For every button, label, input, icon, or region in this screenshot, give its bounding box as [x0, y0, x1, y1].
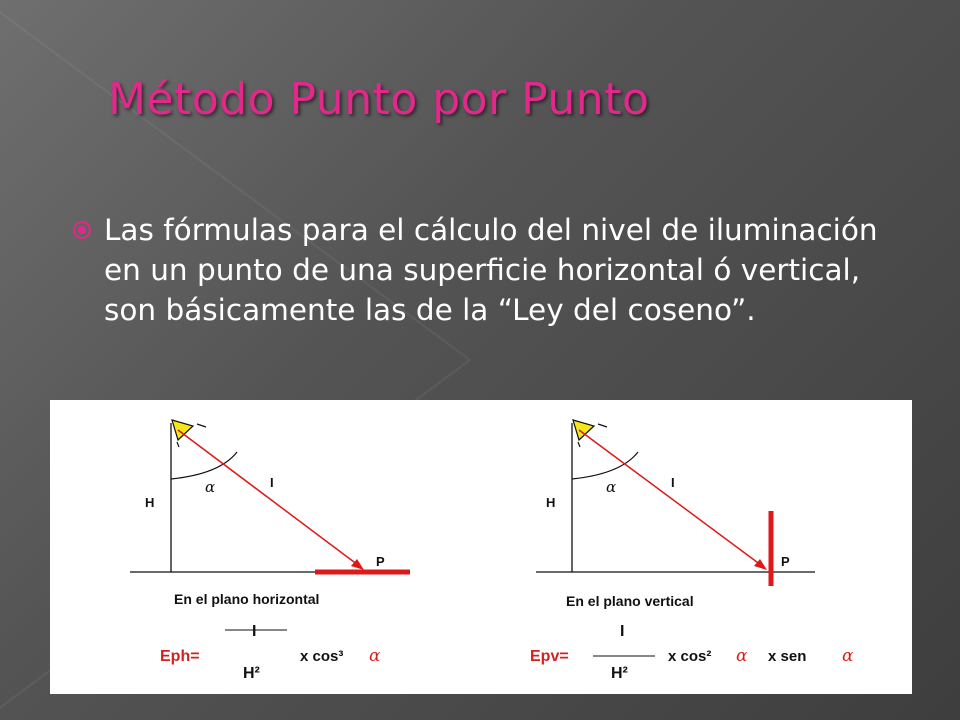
formula-name: Epv= [530, 648, 569, 665]
point-label: P [376, 554, 385, 569]
formula-alpha: α [736, 646, 748, 666]
formula-name: Eph= [160, 648, 200, 665]
formula-numerator: I [252, 623, 257, 640]
slide-title: Método Punto por Punto [108, 74, 650, 125]
formula-alpha: α [842, 646, 854, 666]
formula-denominator: H² [611, 665, 628, 682]
alpha-label: α [606, 478, 617, 496]
vertical-plane-diagram [536, 420, 815, 656]
formula-numerator: I [620, 623, 625, 640]
height-label: H [546, 495, 556, 510]
intensity-label: I [671, 475, 675, 490]
light-ray [178, 430, 362, 568]
formula-operation: x sen [768, 648, 807, 665]
light-ray [579, 430, 765, 568]
formula-alpha: α [369, 646, 381, 666]
lamp-icon [573, 420, 594, 440]
intensity-label: I [270, 475, 274, 490]
caption: En el plano horizontal [174, 591, 320, 607]
formula-denominator: H² [243, 665, 260, 682]
height-label: H [145, 495, 155, 510]
lamp-icon [172, 420, 193, 440]
lighting-diagram-image [50, 400, 912, 694]
alpha-label: α [205, 478, 216, 496]
point-label: P [781, 554, 790, 569]
caption: En el plano vertical [566, 593, 694, 609]
angle-arc [171, 452, 237, 479]
circle-bullet-icon [72, 220, 92, 240]
formula-operation: x cos³ [300, 648, 344, 665]
bullet-text: Las fórmulas para el cálculo del nivel de iluminación en un punto de una superficie horizontal ó vertical, son básicamente las de la “Ley del coseno”. [104, 213, 878, 327]
formula-operation: x cos² [668, 648, 712, 665]
